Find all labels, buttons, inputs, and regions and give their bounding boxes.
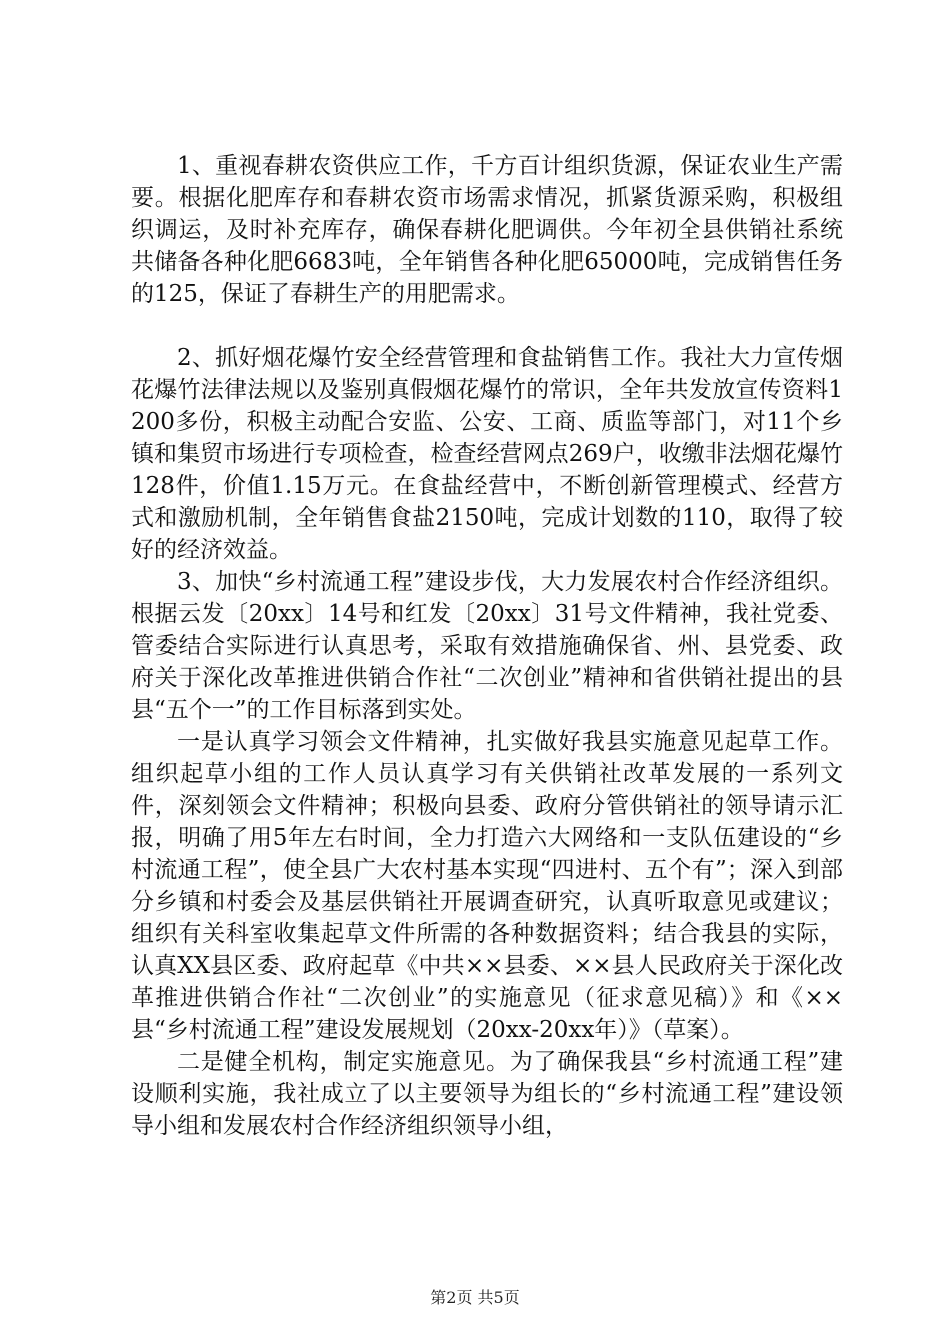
paragraph-5: 二是健全机构，制定实施意见。为了确保我县“乡村流通工程”建设顺利实施，我社成立了以主要领导为组长的“乡村流通工程”建设领导小组和发展农村合作经济组织领导小组， (131, 1049, 843, 1139)
paragraph-3: 3、加快“乡村流通工程”建设步伐，大力发展农村合作经济组织。根据云发〔20xx〕14号和红发〔20xx〕31号文件精神，我社党委、管委结合实际进行认真思考，采取有效措施确保省、州、县党委、政府关于深化改革推进供销合作社“二次创业”精神和省供销社提出的县县“五个一”的工作目标落到实处。 (131, 569, 843, 723)
paragraph-1: 1、重视春耕农资供应工作，千方百计组织货源，保证农业生产需要。根据化肥库存和春耕农资市场需求情况，抓紧货源采购，积极组织调运，及时补充库存，确保春耕化肥调供。今年初全县供销社系统共储备各种化肥6683吨，全年销售各种化肥65000吨，完成销售任务的125，保证了春耕生产的用肥需求。 (131, 153, 843, 307)
paragraph-2: 2、抓好烟花爆竹安全经营管理和食盐销售工作。我社大力宣传烟花爆竹法律法规以及鉴别真假烟花爆竹的常识，全年共发放宣传资料1200多份，积极主动配合安监、公安、工商、质监等部门，对11个乡镇和集贸市场进行专项检查，检查经营网点269户，收缴非法烟花爆竹128件，价值1.15万元。在食盐经营中，不断创新管理模式、经营方式和激励机制，全年销售食盐2150吨，完成计划数的110，取得了较好的经济效益。 (131, 345, 843, 563)
paragraph-4: 一是认真学习领会文件精神，扎实做好我县实施意见起草工作。组织起草小组的工作人员认真学习有关供销社改革发展的一系列文件，深刻领会文件精神；积极向县委、政府分管供销社的领导请示汇报，明确了用5年左右时间，全力打造六大网络和一支队伍建设的“乡村流通工程”，使全县广大农村基本实现“四进村、五个有”；深入到部分乡镇和村委会及基层供销社开展调查研究，认真听取意见或建议；组织有关科室收集起草文件所需的各种数据资料；结合我县的实际，认真XX县区委、政府起草《中共××县委、××县人民政府关于深化改革推进供销合作社“二次创业”的实施意见（征求意见稿）》和《××县“乡村流通工程”建设发展规划（20xx-20xx年）》（草案）。 (131, 729, 843, 1043)
document-body (131, 150, 843, 1142)
page-footer: 第2页 共5页 (430, 1288, 520, 1307)
